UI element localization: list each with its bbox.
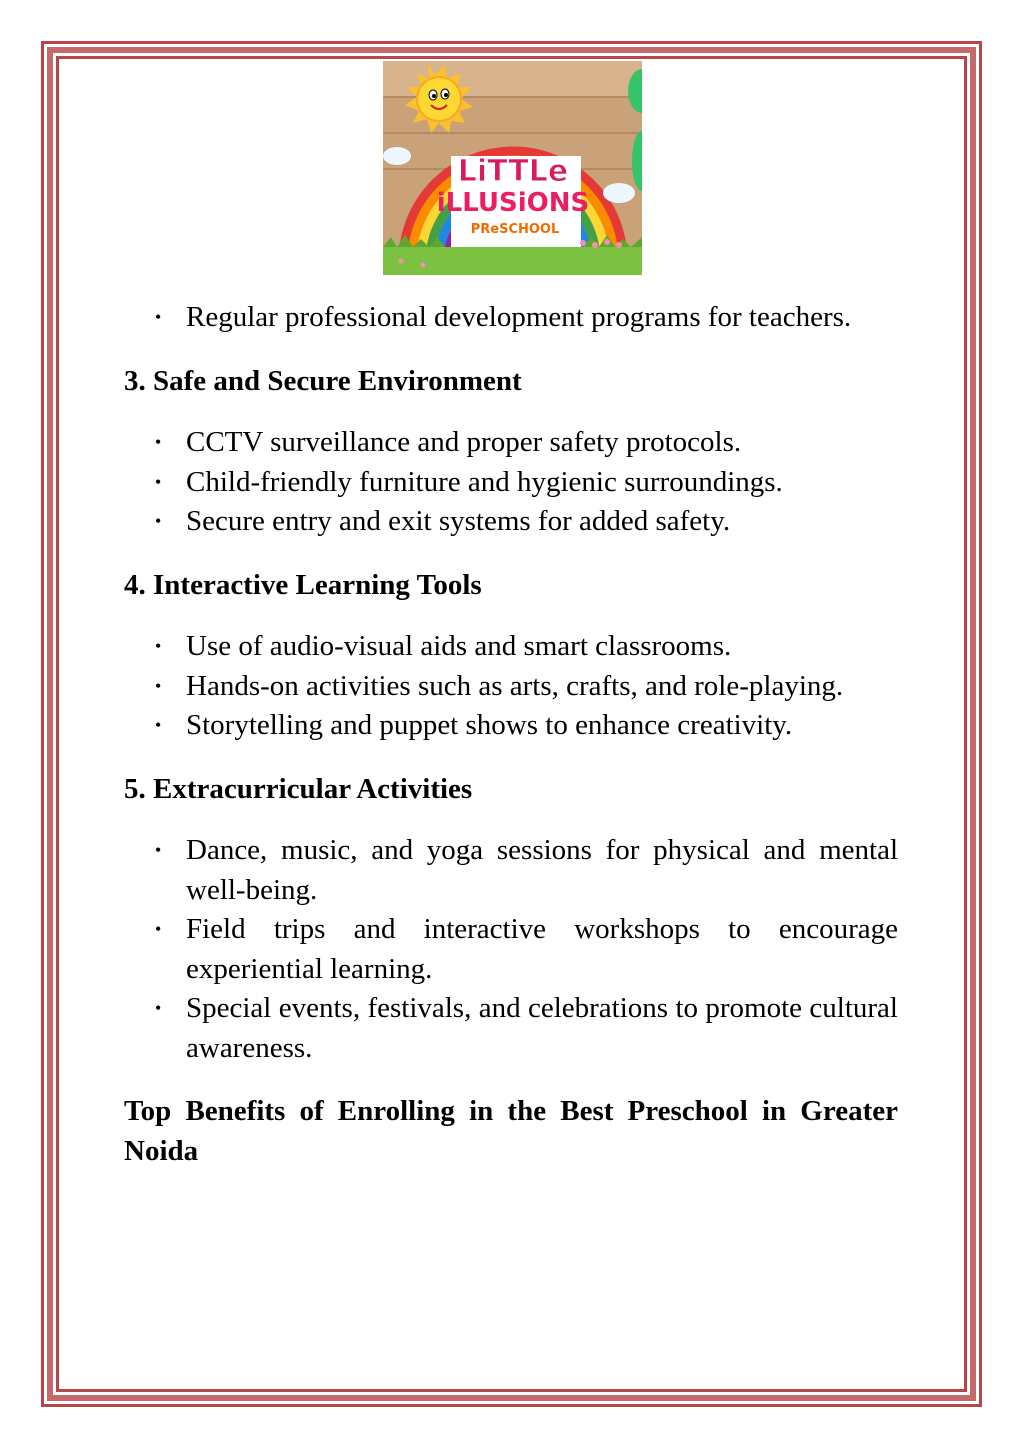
bullet-icon: •: [155, 919, 162, 939]
list-item: • Hands-on activities such as arts, crafts, and role-playing.: [124, 667, 898, 707]
list-item: • Regular professional development programs for teachers.: [124, 298, 898, 338]
bullet-icon: •: [155, 998, 162, 1018]
bullet-icon: •: [155, 307, 162, 327]
document-body: [124, 298, 898, 1171]
closing-heading: Top Benefits of Enrolling in the Best Preschool in Greater Noida: [124, 1095, 898, 1167]
section-heading: 5. Extracurricular Activities: [124, 772, 473, 805]
list-item: • Field trips and interactive workshops to encourage experiential learning.: [124, 910, 898, 989]
bullet-icon: •: [155, 432, 162, 452]
preschool-logo: [383, 61, 642, 275]
bullet-list: [124, 298, 898, 338]
logo-text-line2: iLLUSiONS: [436, 188, 590, 218]
bullet-icon: •: [155, 511, 162, 531]
list-item: • Storytelling and puppet shows to enhance creativity.: [124, 706, 898, 746]
list-item: • Child-friendly furniture and hygienic surroundings.: [124, 463, 898, 503]
bullet-icon: •: [155, 471, 162, 492]
bullet-icon: •: [155, 840, 162, 860]
list-item: • Secure entry and exit systems for added safety.: [124, 502, 898, 542]
bullet-list: [124, 627, 898, 746]
section-heading: 3. Safe and Secure Environment: [124, 364, 522, 397]
bullet-list: [124, 831, 898, 1068]
list-item: • Use of audio-visual aids and smart classrooms.: [124, 627, 898, 667]
list-item: • CCTV surveillance and proper safety protocols.: [124, 423, 898, 463]
logo-text-line1: LiTTLe: [457, 154, 569, 189]
section-heading: 4. Interactive Learning Tools: [124, 568, 482, 601]
bullet-icon: •: [155, 675, 162, 696]
list-item: • Special events, festivals, and celebrations to promote cultural awareness.: [124, 989, 898, 1068]
list-item: • Dance, music, and yoga sessions for physical and mental well-being.: [124, 831, 898, 910]
bullet-icon: •: [155, 715, 162, 735]
bullet-icon: •: [155, 636, 162, 656]
bullet-list: [124, 423, 898, 542]
logo-text-line3: PReSCHOOL: [470, 222, 560, 237]
